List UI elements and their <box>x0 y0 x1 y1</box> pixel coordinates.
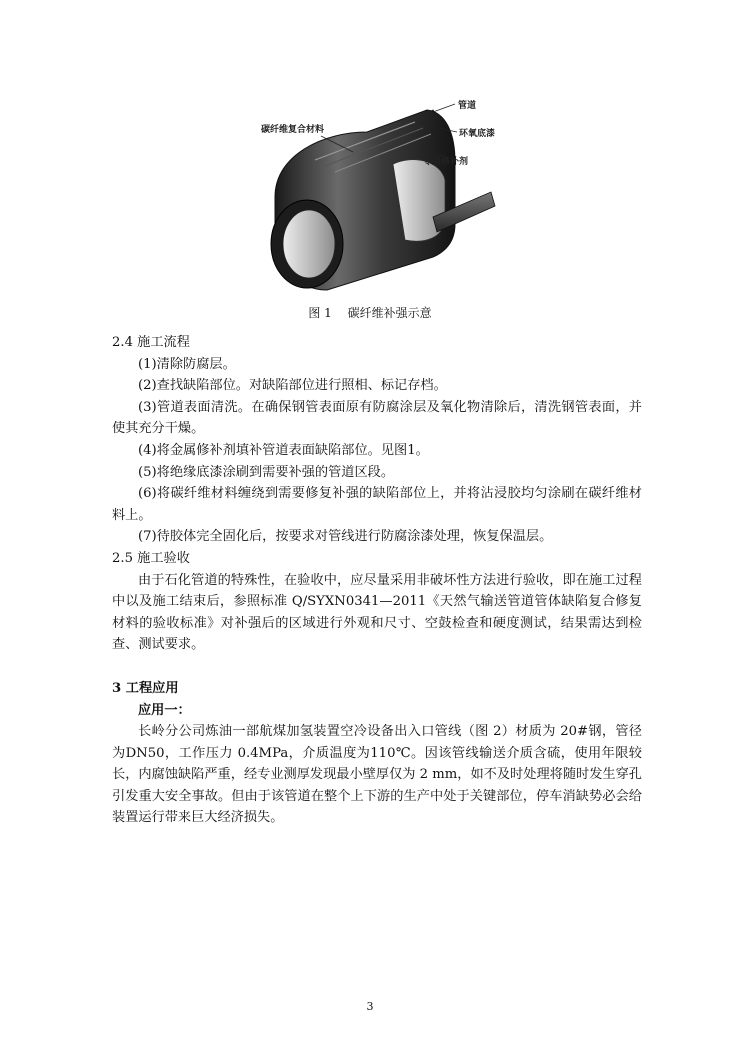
section-3-heading: 3 工程应用 <box>112 680 179 696</box>
step-3: (3)管道表面清洗。在确保钢管表面原有防腐涂层及氧化物清除后，清洗钢管表面，并使其充分干燥。 <box>112 399 642 437</box>
label-repair-agent: 专用修补剂 <box>423 157 469 167</box>
figure-caption-text: 碳纤维补强示意 <box>347 306 432 320</box>
step-2: (2)查找缺陷部位。对缺陷部位进行照相、标记存档。 <box>138 378 447 394</box>
label-epoxy-primer: 环氧底漆 <box>459 129 496 139</box>
figure-caption <box>0 304 740 321</box>
section-2-4-heading: 2.4 施工流程 <box>112 335 190 350</box>
step-7: (7)待胶体完全固化后，按要求对管线进行防腐涂漆处理，恢复保温层。 <box>138 529 553 545</box>
label-cf-composite: 碳纤维复合材料 <box>261 125 325 135</box>
step-1: (1)清除防腐层。 <box>138 356 236 372</box>
body-text <box>112 332 642 829</box>
pipe-front-inner <box>283 210 335 278</box>
section-2-5-heading: 2.5 施工验收 <box>112 550 190 566</box>
figure-caption-number: 图 1 <box>308 306 332 320</box>
label-pipe: 管道 <box>458 101 477 111</box>
step-4: (4)将金属修补剂填补管道表面缺陷部位。见图1。 <box>138 442 429 458</box>
application-one-subheading: 应用一： <box>138 702 191 718</box>
page-number: 3 <box>366 1000 374 1013</box>
section-2-5-paragraph: 由于石化管道的特殊性，在验收中，应尽量采用非破坏性方法进行验收，即在施工过程中以及施工结束后，参照标准 Q/SYXN0341—2011《天然气输送管道管体缺陷复合修复材料的验收标准》对补强后的区域进行外观和尺寸、空鼓检查和硬度测试，结果需达到检查、测试要求。 <box>112 572 642 653</box>
step-5: (5)将绝缘底漆涂刷到需要补强的管道区段。 <box>138 464 395 480</box>
figure-carbon-fiber-diagram <box>255 92 505 292</box>
step-6: (6)将碳纤维材料缠绕到需要修复补强的缺陷部位上，并将沾浸胶均匀涂刷在碳纤维材料上。 <box>112 486 642 523</box>
pipe-layers-illustration <box>255 92 505 292</box>
section-3-paragraph: 长岭分公司炼油一部航煤加氢装置空冷设备出入口管线（图 2）材质为 20#钢，管径为DN50，工作压力 0.4MPa，介质温度为110℃。因该管线输送介质含硫，使用年限较长，内腐蚀缺陷严重，经专业测厚发现最小壁厚仅为 2 mm，如不及时处理将随时发生穿孔引发重大安全事故。但由于该管道在整个上下游的生产中处于关键部位，停车消缺势必会给装置运行带来巨大经济损失。 <box>112 724 642 826</box>
